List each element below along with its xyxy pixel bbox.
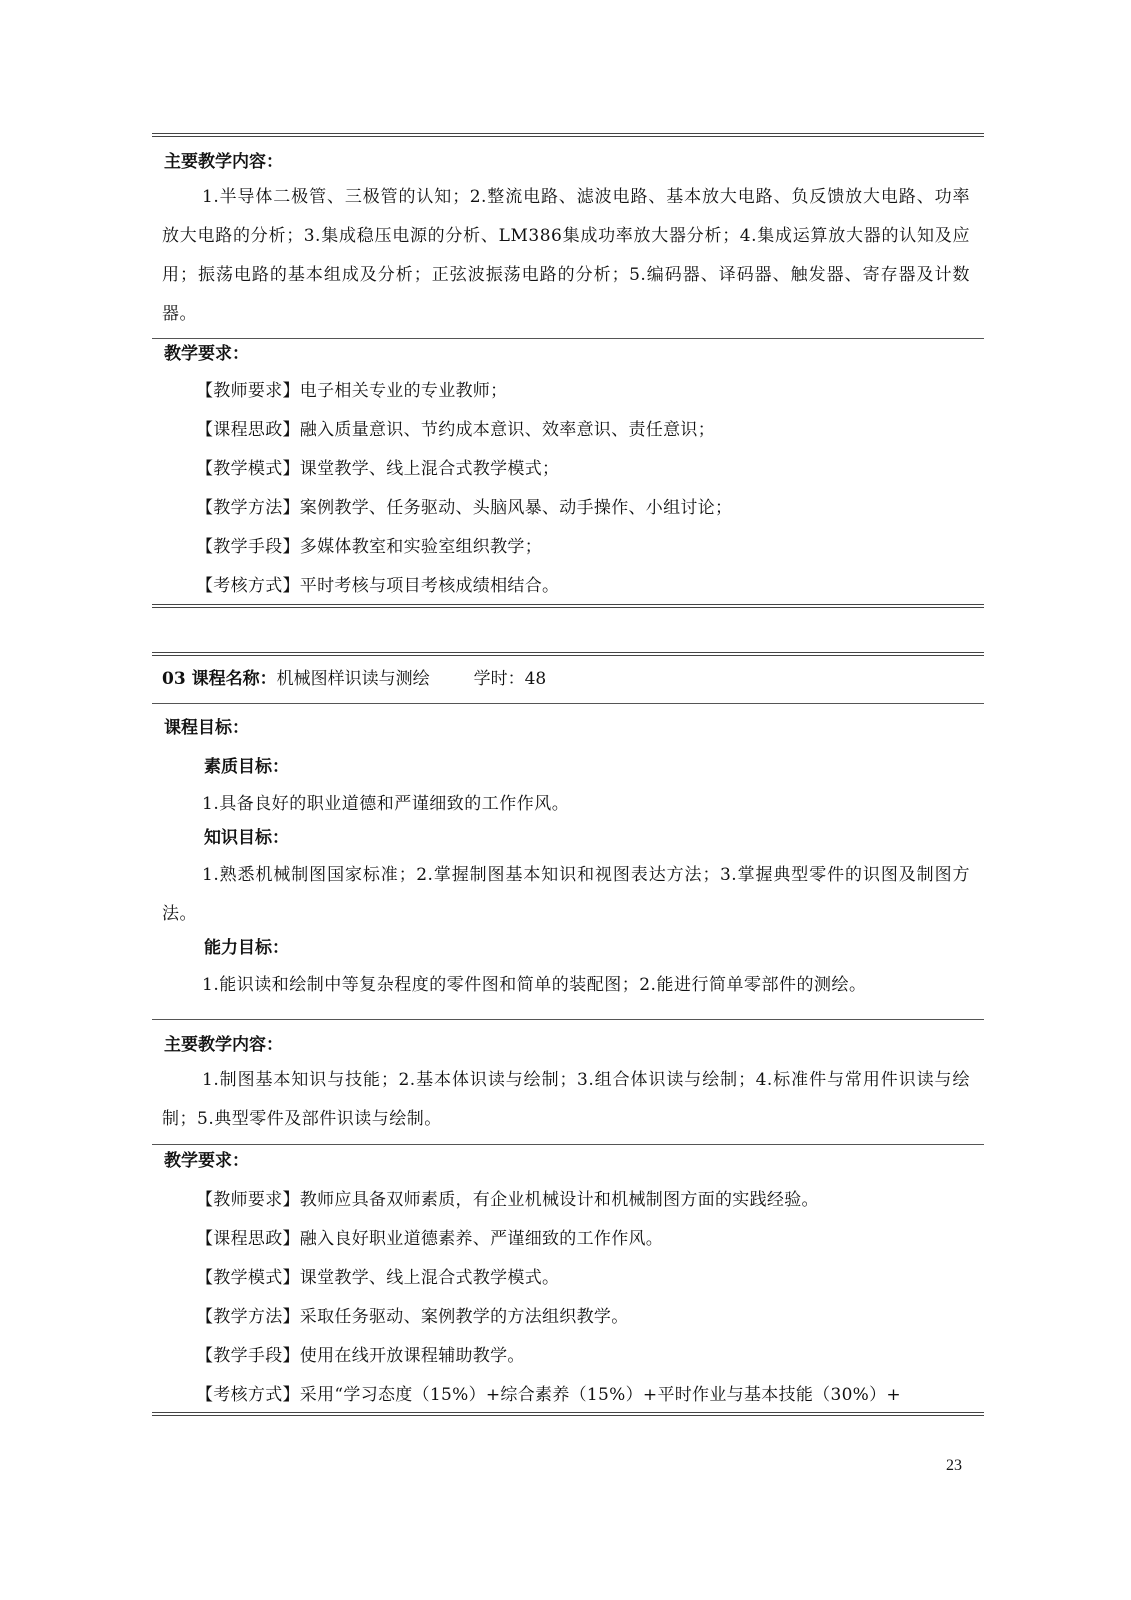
content-section-1 [152, 150, 984, 334]
content-section-2 [152, 1033, 984, 1139]
course-number: 03 [162, 669, 186, 689]
requirement-item: 【教学方法】采取任务驱动、案例教学的方法组织教学。 [196, 1307, 629, 1327]
ability-goal-text: 1.能识读和绘制中等复杂程度的零件图和简单的装配图；2.能进行简单零部件的测绘。 [202, 975, 867, 995]
requirement-item: 【教学手段】使用在线开放课程辅助教学。 [196, 1346, 525, 1366]
course-name-label: 课程名称： [191, 669, 277, 689]
requirement-item: 【考核方式】采用“学习态度（15%）+综合素养（15%）+平时作业与基本技能（30%）+ [196, 1385, 901, 1405]
section-end-double-rule [152, 604, 984, 608]
content-heading: 主要教学内容： [164, 1035, 283, 1055]
top-double-rule [152, 133, 984, 137]
quality-goal-heading: 素质目标： [204, 757, 289, 777]
requirement-item: 【课程思政】融入良好职业道德素养、严谨细致的工作作风。 [196, 1229, 664, 1249]
content-heading: 主要教学内容： [164, 152, 283, 172]
divider [152, 1019, 984, 1020]
requirements-section-1 [152, 342, 984, 598]
knowledge-goal-text: 1.熟悉机械制图国家标准；2.掌握制图基本知识和视图表达方法；3.掌握典型零件的识图及制图方法。 [162, 865, 970, 924]
quality-goal-text: 1.具备良好的职业道德和严谨细致的工作作风。 [202, 794, 570, 814]
page-number: 23 [946, 1457, 962, 1474]
requirement-item: 【教学模式】课堂教学、线上混合式教学模式。 [196, 1268, 560, 1288]
ability-goal-heading: 能力目标： [204, 938, 289, 958]
course-goals-section [152, 716, 984, 1005]
divider [152, 703, 984, 704]
divider [152, 338, 984, 339]
divider [152, 1144, 984, 1145]
content-text: 1.制图基本知识与技能；2.基本体识读与绘制；3.组合体识读与绘制；4.标准件与常用件识读与绘制；5.典型零件及部件识读与绘制。 [162, 1070, 970, 1129]
hours-label: 学时： [473, 669, 525, 689]
bottom-double-rule [152, 1412, 984, 1416]
content-text: 1.半导体二极管、三极管的认知；2.整流电路、滤波电路、基本放大电路、负反馈放大电路、功率放大电路的分析；3.集成稳压电源的分析、LM386集成功率放大器分析；4.集成运算放大器的认知及应用；振荡电路的基本组成及分析；正弦波振荡电路的分析；5.编码器、译码器、触发器、寄存器及计数器。 [162, 187, 970, 324]
requirement-item: 【考核方式】平时考核与项目考核成绩相结合。 [196, 576, 560, 596]
requirement-item: 【教师要求】教师应具备双师素质，有企业机械设计和机械制图方面的实践经验。 [196, 1190, 819, 1210]
requirements-section-2 [152, 1149, 984, 1407]
requirements-heading: 教学要求： [164, 1151, 249, 1171]
section-start-double-rule [152, 652, 984, 656]
requirement-item: 【教学模式】课堂教学、线上混合式教学模式； [196, 459, 560, 479]
hours-value: 48 [524, 669, 547, 689]
knowledge-goal-heading: 知识目标： [204, 828, 289, 848]
requirement-item: 【教师要求】电子相关专业的专业教师； [196, 381, 508, 401]
requirements-heading: 教学要求： [164, 344, 249, 364]
requirement-item: 【教学方法】案例教学、任务驱动、头脑风暴、动手操作、小组讨论； [196, 498, 733, 518]
course-name: 机械图样识读与测绘 [276, 669, 430, 689]
goals-heading: 课程目标： [164, 718, 249, 738]
requirement-item: 【课程思政】融入质量意识、节约成本意识、效率意识、责任意识； [196, 420, 715, 440]
course-title-row [152, 667, 984, 691]
requirement-item: 【教学手段】多媒体教室和实验室组织教学； [196, 537, 542, 557]
